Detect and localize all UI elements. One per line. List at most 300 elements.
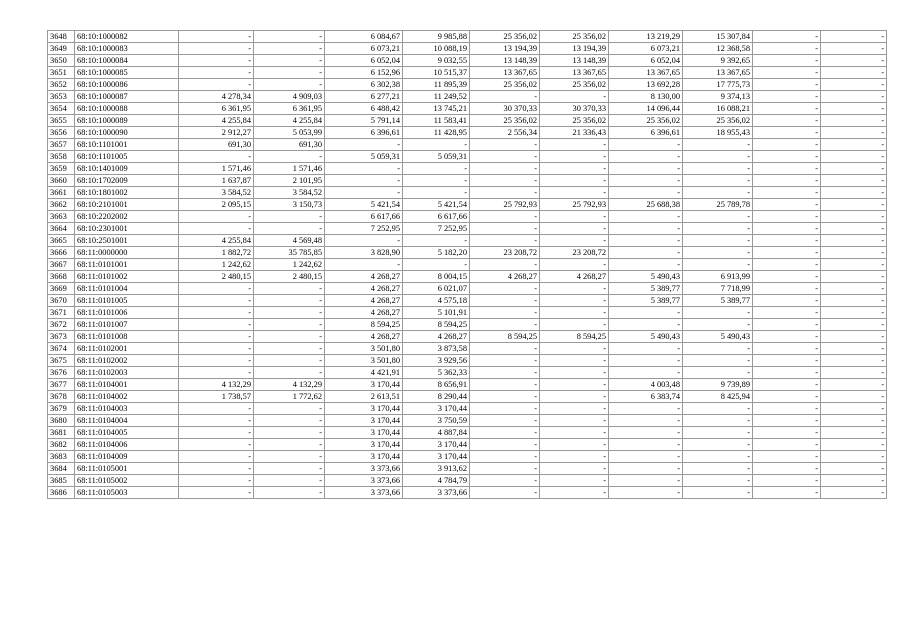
value-cell-8: -	[683, 163, 753, 175]
value-cell-1: -	[179, 475, 254, 487]
cadastral-code-cell: 68:11:0102003	[75, 367, 179, 379]
value-cell-4: 11 583,41	[403, 115, 470, 127]
value-cell-8: 7 718,99	[683, 283, 753, 295]
value-cell-10: -	[821, 475, 887, 487]
row-number-cell: 3680	[48, 415, 75, 427]
value-cell-5: -	[470, 403, 540, 415]
value-cell-4: 3 750,59	[403, 415, 470, 427]
value-cell-2: 3 150,73	[254, 199, 325, 211]
value-cell-5: -	[470, 451, 540, 463]
value-cell-2: 2 101,95	[254, 175, 325, 187]
value-cell-6: -	[540, 163, 609, 175]
value-cell-4: 3 170,44	[403, 451, 470, 463]
value-cell-6: -	[540, 283, 609, 295]
value-cell-2: 35 785,85	[254, 247, 325, 259]
value-cell-1: -	[179, 331, 254, 343]
value-cell-3: 3 170,44	[325, 415, 403, 427]
value-cell-1: -	[179, 283, 254, 295]
value-cell-1: -	[179, 211, 254, 223]
value-cell-7: 8 130,00	[609, 91, 683, 103]
cadastral-code-cell: 68:10:1702009	[75, 175, 179, 187]
value-cell-10: -	[821, 439, 887, 451]
value-cell-4: -	[403, 139, 470, 151]
table-row	[48, 355, 887, 367]
value-cell-10: -	[821, 139, 887, 151]
cadastral-code-cell: 68:11:0105003	[75, 487, 179, 499]
value-cell-6: -	[540, 259, 609, 271]
value-cell-2: 1 571,46	[254, 163, 325, 175]
table-body	[48, 31, 887, 499]
value-cell-7: 13 367,65	[609, 67, 683, 79]
value-cell-3: 4 268,27	[325, 271, 403, 283]
value-cell-10: -	[821, 67, 887, 79]
value-cell-7: -	[609, 475, 683, 487]
value-cell-8: 5 389,77	[683, 295, 753, 307]
value-cell-4: 11 895,39	[403, 79, 470, 91]
value-cell-4: 8 656,91	[403, 379, 470, 391]
value-cell-7: 6 383,74	[609, 391, 683, 403]
value-cell-6: -	[540, 367, 609, 379]
value-cell-7: 14 096,44	[609, 103, 683, 115]
cadastral-code-cell: 68:10:1000090	[75, 127, 179, 139]
value-cell-3: -	[325, 139, 403, 151]
value-cell-4: 3 913,62	[403, 463, 470, 475]
value-cell-5: -	[470, 175, 540, 187]
table-row	[48, 259, 887, 271]
value-cell-6: 13 367,65	[540, 67, 609, 79]
value-cell-9: -	[753, 355, 821, 367]
value-cell-10: -	[821, 367, 887, 379]
value-cell-1: -	[179, 355, 254, 367]
value-cell-10: -	[821, 415, 887, 427]
value-cell-7: -	[609, 367, 683, 379]
value-cell-10: -	[821, 463, 887, 475]
value-cell-2: 4 569,48	[254, 235, 325, 247]
table-row	[48, 235, 887, 247]
value-cell-2: 5 053,99	[254, 127, 325, 139]
table-row	[48, 127, 887, 139]
value-cell-2: 6 361,95	[254, 103, 325, 115]
value-cell-3: 6 052,04	[325, 55, 403, 67]
value-cell-7: -	[609, 451, 683, 463]
value-cell-1: -	[179, 451, 254, 463]
value-cell-8: 13 367,65	[683, 67, 753, 79]
value-cell-9: -	[753, 391, 821, 403]
value-cell-9: -	[753, 427, 821, 439]
table-row	[48, 199, 887, 211]
cadastral-code-cell: 68:10:1000086	[75, 79, 179, 91]
value-cell-9: -	[753, 475, 821, 487]
value-cell-10: -	[821, 283, 887, 295]
value-cell-7: -	[609, 415, 683, 427]
value-cell-8: -	[683, 367, 753, 379]
value-cell-4: 8 004,15	[403, 271, 470, 283]
data-table	[47, 30, 887, 499]
value-cell-9: -	[753, 451, 821, 463]
value-cell-2: -	[254, 355, 325, 367]
table-row	[48, 43, 887, 55]
value-cell-9: -	[753, 187, 821, 199]
value-cell-4: 9 032,55	[403, 55, 470, 67]
value-cell-5: 30 370,33	[470, 103, 540, 115]
value-cell-2: -	[254, 367, 325, 379]
value-cell-4: -	[403, 235, 470, 247]
value-cell-5: 13 148,39	[470, 55, 540, 67]
value-cell-3: 4 268,27	[325, 331, 403, 343]
table-row	[48, 367, 887, 379]
value-cell-1: 2 480,15	[179, 271, 254, 283]
value-cell-10: -	[821, 127, 887, 139]
value-cell-10: -	[821, 187, 887, 199]
value-cell-7: 5 490,43	[609, 271, 683, 283]
table-row	[48, 67, 887, 79]
value-cell-1: -	[179, 31, 254, 43]
table-row	[48, 187, 887, 199]
value-cell-4: -	[403, 259, 470, 271]
value-cell-8: -	[683, 223, 753, 235]
value-cell-8: -	[683, 187, 753, 199]
value-cell-4: 10 515,37	[403, 67, 470, 79]
table-row	[48, 319, 887, 331]
value-cell-5: -	[470, 139, 540, 151]
row-number-cell: 3674	[48, 343, 75, 355]
value-cell-5: -	[470, 391, 540, 403]
value-cell-2: -	[254, 79, 325, 91]
table-row	[48, 379, 887, 391]
value-cell-6: 23 208,72	[540, 247, 609, 259]
cadastral-code-cell: 68:10:1000087	[75, 91, 179, 103]
value-cell-5: -	[470, 163, 540, 175]
value-cell-6: -	[540, 235, 609, 247]
value-cell-6: -	[540, 463, 609, 475]
value-cell-4: 6 617,66	[403, 211, 470, 223]
value-cell-8: -	[683, 139, 753, 151]
cadastral-code-cell: 68:11:0101006	[75, 307, 179, 319]
value-cell-4: 6 021,07	[403, 283, 470, 295]
value-cell-3: 6 152,96	[325, 67, 403, 79]
row-number-cell: 3649	[48, 43, 75, 55]
value-cell-8: 16 088,21	[683, 103, 753, 115]
value-cell-3: -	[325, 187, 403, 199]
value-cell-5: -	[470, 211, 540, 223]
value-cell-7: 6 396,61	[609, 127, 683, 139]
value-cell-1: 4 255,84	[179, 115, 254, 127]
value-cell-2: 4 909,03	[254, 91, 325, 103]
value-cell-9: -	[753, 67, 821, 79]
value-cell-9: -	[753, 79, 821, 91]
value-cell-1: -	[179, 55, 254, 67]
value-cell-3: -	[325, 175, 403, 187]
value-cell-6: 8 594,25	[540, 331, 609, 343]
value-cell-10: -	[821, 175, 887, 187]
value-cell-2: 1 772,62	[254, 391, 325, 403]
value-cell-8: 25 789,78	[683, 199, 753, 211]
value-cell-4: 3 170,44	[403, 403, 470, 415]
value-cell-4: 5 421,54	[403, 199, 470, 211]
value-cell-1: 2 912,27	[179, 127, 254, 139]
value-cell-9: -	[753, 271, 821, 283]
table-row	[48, 163, 887, 175]
row-number-cell: 3665	[48, 235, 75, 247]
value-cell-9: -	[753, 319, 821, 331]
cadastral-code-cell: 68:11:0102001	[75, 343, 179, 355]
value-cell-6: 25 356,02	[540, 31, 609, 43]
value-cell-10: -	[821, 487, 887, 499]
value-cell-10: -	[821, 403, 887, 415]
value-cell-2: -	[254, 463, 325, 475]
value-cell-10: -	[821, 451, 887, 463]
value-cell-2: -	[254, 31, 325, 43]
value-cell-5: 23 208,72	[470, 247, 540, 259]
cadastral-code-cell: 68:11:0102002	[75, 355, 179, 367]
value-cell-9: -	[753, 235, 821, 247]
cadastral-code-cell: 68:11:0000000	[75, 247, 179, 259]
value-cell-10: -	[821, 271, 887, 283]
value-cell-10: -	[821, 247, 887, 259]
table-row	[48, 79, 887, 91]
value-cell-1: -	[179, 43, 254, 55]
row-number-cell: 3652	[48, 79, 75, 91]
value-cell-10: -	[821, 235, 887, 247]
value-cell-10: -	[821, 151, 887, 163]
cadastral-code-cell: 68:10:1000083	[75, 43, 179, 55]
table-row	[48, 115, 887, 127]
value-cell-5: -	[470, 379, 540, 391]
row-number-cell: 3676	[48, 367, 75, 379]
value-cell-2: -	[254, 55, 325, 67]
value-cell-6: -	[540, 187, 609, 199]
value-cell-3: 3 170,44	[325, 451, 403, 463]
value-cell-4: 11 428,95	[403, 127, 470, 139]
cadastral-code-cell: 68:11:0104003	[75, 403, 179, 415]
value-cell-8: -	[683, 427, 753, 439]
value-cell-3: 3 373,66	[325, 463, 403, 475]
value-cell-2: -	[254, 451, 325, 463]
value-cell-6: -	[540, 391, 609, 403]
value-cell-1: -	[179, 79, 254, 91]
value-cell-6: -	[540, 295, 609, 307]
table-row	[48, 391, 887, 403]
value-cell-1: 1 882,72	[179, 247, 254, 259]
row-number-cell: 3671	[48, 307, 75, 319]
table-row	[48, 331, 887, 343]
value-cell-2: -	[254, 223, 325, 235]
value-cell-3: 4 421,91	[325, 367, 403, 379]
value-cell-6: -	[540, 175, 609, 187]
value-cell-3: 8 594,25	[325, 319, 403, 331]
cadastral-code-cell: 68:10:1101005	[75, 151, 179, 163]
value-cell-2: -	[254, 403, 325, 415]
value-cell-3: 7 252,95	[325, 223, 403, 235]
value-cell-6: 13 194,39	[540, 43, 609, 55]
value-cell-1: -	[179, 403, 254, 415]
value-cell-1: 1 738,57	[179, 391, 254, 403]
value-cell-7: 13 219,29	[609, 31, 683, 43]
cadastral-code-cell: 68:11:0101007	[75, 319, 179, 331]
value-cell-5: 4 268,27	[470, 271, 540, 283]
value-cell-10: -	[821, 343, 887, 355]
value-cell-9: -	[753, 139, 821, 151]
value-cell-9: -	[753, 199, 821, 211]
value-cell-10: -	[821, 355, 887, 367]
value-cell-3: 6 277,21	[325, 91, 403, 103]
value-cell-6: -	[540, 307, 609, 319]
table-row	[48, 451, 887, 463]
table-row	[48, 247, 887, 259]
value-cell-7: -	[609, 139, 683, 151]
value-cell-8: -	[683, 247, 753, 259]
value-cell-1: 2 095,15	[179, 199, 254, 211]
value-cell-5: -	[470, 151, 540, 163]
value-cell-7: -	[609, 223, 683, 235]
value-cell-5: -	[470, 91, 540, 103]
value-cell-8: 5 490,43	[683, 331, 753, 343]
value-cell-3: 6 302,38	[325, 79, 403, 91]
row-number-cell: 3684	[48, 463, 75, 475]
value-cell-6: -	[540, 475, 609, 487]
value-cell-3: 3 828,90	[325, 247, 403, 259]
value-cell-7: -	[609, 439, 683, 451]
row-number-cell: 3661	[48, 187, 75, 199]
row-number-cell: 3660	[48, 175, 75, 187]
value-cell-5: -	[470, 487, 540, 499]
value-cell-5: -	[470, 439, 540, 451]
value-cell-2: -	[254, 439, 325, 451]
value-cell-8: -	[683, 355, 753, 367]
cadastral-code-cell: 68:10:1000085	[75, 67, 179, 79]
value-cell-6: -	[540, 139, 609, 151]
value-cell-10: -	[821, 163, 887, 175]
value-cell-5: 13 194,39	[470, 43, 540, 55]
value-cell-4: 13 745,21	[403, 103, 470, 115]
value-cell-1: -	[179, 427, 254, 439]
value-cell-2: 4 255,84	[254, 115, 325, 127]
value-cell-7: -	[609, 427, 683, 439]
table-row	[48, 427, 887, 439]
cadastral-code-cell: 68:11:0104006	[75, 439, 179, 451]
row-number-cell: 3685	[48, 475, 75, 487]
value-cell-10: -	[821, 391, 887, 403]
value-cell-8: -	[683, 319, 753, 331]
value-cell-2: 691,30	[254, 139, 325, 151]
value-cell-9: -	[753, 31, 821, 43]
value-cell-2: -	[254, 331, 325, 343]
table-row	[48, 55, 887, 67]
value-cell-7: 6 052,04	[609, 55, 683, 67]
cadastral-code-cell: 68:11:0101002	[75, 271, 179, 283]
value-cell-8: 9 374,13	[683, 91, 753, 103]
row-number-cell: 3658	[48, 151, 75, 163]
value-cell-6: 30 370,33	[540, 103, 609, 115]
value-cell-1: -	[179, 439, 254, 451]
value-cell-5: -	[470, 283, 540, 295]
value-cell-10: -	[821, 31, 887, 43]
table-row	[48, 463, 887, 475]
cadastral-code-cell: 68:10:1801002	[75, 187, 179, 199]
value-cell-3: -	[325, 235, 403, 247]
value-cell-1: 4 255,84	[179, 235, 254, 247]
value-cell-5: -	[470, 355, 540, 367]
value-cell-9: -	[753, 55, 821, 67]
value-cell-1: -	[179, 415, 254, 427]
row-number-cell: 3666	[48, 247, 75, 259]
value-cell-1: 6 361,95	[179, 103, 254, 115]
value-cell-9: -	[753, 307, 821, 319]
value-cell-5: 25 356,02	[470, 31, 540, 43]
value-cell-5: 25 356,02	[470, 115, 540, 127]
value-cell-10: -	[821, 307, 887, 319]
value-cell-7: -	[609, 307, 683, 319]
value-cell-5: -	[470, 415, 540, 427]
value-cell-3: 6 396,61	[325, 127, 403, 139]
value-cell-1: -	[179, 367, 254, 379]
value-cell-6: 25 356,02	[540, 79, 609, 91]
value-cell-9: -	[753, 127, 821, 139]
value-cell-8: -	[683, 211, 753, 223]
value-cell-10: -	[821, 223, 887, 235]
value-cell-10: -	[821, 259, 887, 271]
value-cell-1: 1 637,87	[179, 175, 254, 187]
cadastral-code-cell: 68:10:1000089	[75, 115, 179, 127]
value-cell-8: -	[683, 343, 753, 355]
value-cell-7: -	[609, 175, 683, 187]
value-cell-8: -	[683, 475, 753, 487]
table-row	[48, 139, 887, 151]
value-cell-3: -	[325, 163, 403, 175]
value-cell-4: -	[403, 175, 470, 187]
cadastral-code-cell: 68:11:0101008	[75, 331, 179, 343]
value-cell-5: -	[470, 427, 540, 439]
row-number-cell: 3668	[48, 271, 75, 283]
value-cell-9: -	[753, 463, 821, 475]
value-cell-8: -	[683, 151, 753, 163]
cadastral-code-cell: 68:10:2301001	[75, 223, 179, 235]
value-cell-1: 4 132,29	[179, 379, 254, 391]
value-cell-6: -	[540, 91, 609, 103]
value-cell-6: -	[540, 355, 609, 367]
value-cell-4: 4 268,27	[403, 331, 470, 343]
row-number-cell: 3683	[48, 451, 75, 463]
value-cell-4: 8 290,44	[403, 391, 470, 403]
value-cell-10: -	[821, 199, 887, 211]
cadastral-code-cell: 68:11:0105001	[75, 463, 179, 475]
value-cell-5: -	[470, 187, 540, 199]
cadastral-code-cell: 68:10:2501001	[75, 235, 179, 247]
cadastral-code-cell: 68:11:0105002	[75, 475, 179, 487]
value-cell-10: -	[821, 43, 887, 55]
value-cell-7: -	[609, 355, 683, 367]
value-cell-1: -	[179, 295, 254, 307]
value-cell-7: -	[609, 247, 683, 259]
value-cell-3: 3 170,44	[325, 403, 403, 415]
value-cell-2: -	[254, 307, 325, 319]
value-cell-6: -	[540, 451, 609, 463]
cadastral-code-cell: 68:10:1101001	[75, 139, 179, 151]
value-cell-5: -	[470, 475, 540, 487]
value-cell-1: -	[179, 487, 254, 499]
row-number-cell: 3670	[48, 295, 75, 307]
value-cell-10: -	[821, 55, 887, 67]
value-cell-8: 12 368,58	[683, 43, 753, 55]
table-row	[48, 271, 887, 283]
value-cell-4: 4 575,18	[403, 295, 470, 307]
value-cell-8: -	[683, 235, 753, 247]
value-cell-4: -	[403, 163, 470, 175]
value-cell-1: -	[179, 319, 254, 331]
value-cell-8: 8 425,94	[683, 391, 753, 403]
value-cell-2: -	[254, 283, 325, 295]
value-cell-4: 4 887,84	[403, 427, 470, 439]
